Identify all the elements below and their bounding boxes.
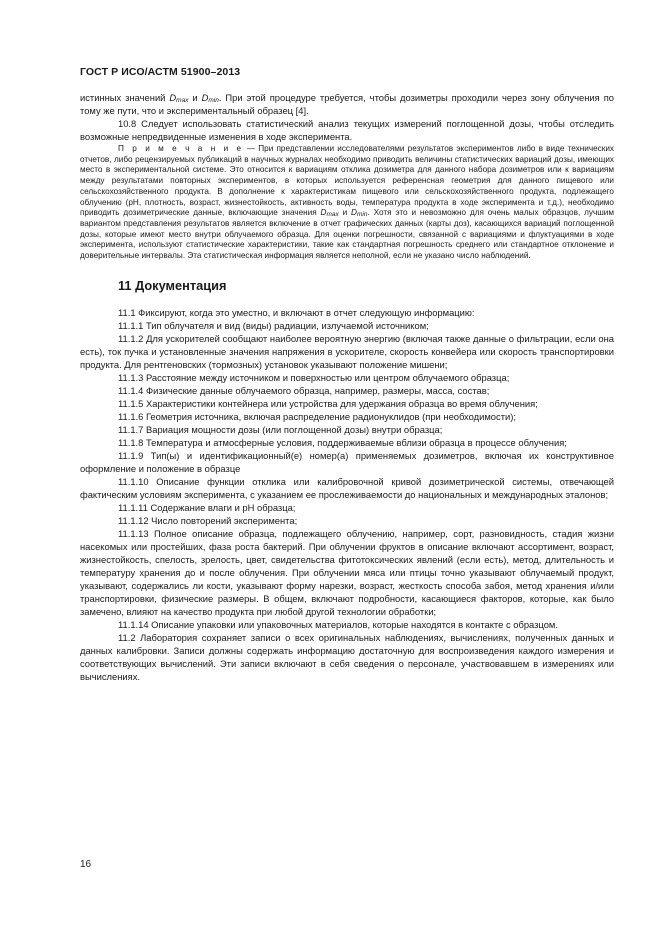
item-11-1-8: 11.1.8 Температура и атмосферные условия, поддерживаемые вблизи образца в процессе облучения; <box>118 436 567 448</box>
item-11-1-13: 11.1.13 Полное описание образца, подлежащего облучению, например, сорт, разновидность, стадия жизни насекомых или простейших, фаза роста бактерий. При облучении фруктов в описание включают ассортимент, возраст, жизнестойкость, спелость, зрелость, цвет, свидетельства фитотоксических явлений (если есть), метод, длительность и температуру хранения до и после облучения. При облучении мяса или птицы точно указывают облучаемый продукт, указывают, содержались ли кости, указывают форму нарезки, возраст, жесткость способа забоя, метод хранения и/или транспортировки, физические размеры. В общем, включают подробности, касающиеся факторов, которые, как было замечено, влияют на качество продукта при любой другой технологии обработки; <box>80 527 614 617</box>
item-11-1: 11.1 Фиксируют, когда это уместно, и включают в отчет следующую информацию: <box>118 306 475 318</box>
paragraph-10-8: 10.8 Следует использовать статистический анализ текущих измерений поглощенной дозы, чтобы отследить возможные непредвиденные изменения в ходе эксперимента. <box>80 118 614 142</box>
item-11-1-7: 11.1.7 Вариация мощности дозы (или поглощенной дозы) внутри образца; <box>118 423 443 435</box>
item-11-1-5: 11.1.5 Характеристики контейнера или устройства для удержания образца во время облучения; <box>118 397 538 409</box>
d-max-symbol: D <box>169 92 177 103</box>
item-11-1-11: 11.1.11 Содержание влаги и pH образца; <box>118 501 296 513</box>
d-min-symbol: D <box>201 92 209 103</box>
note-label: П р и м е ч а н и е <box>118 144 244 153</box>
section-title: 11 Документация <box>118 277 227 293</box>
page-content <box>80 91 614 683</box>
continued-paragraph: истинных значений $D_{max}$ и $D_{min}$. При этой процедуре требуется, чтобы дозиметры проходили через зону облучения по тому же пути, что и экспериментальный образец [4]. <box>80 92 614 116</box>
item-11-1-2: 11.1.2 Для ускорителей сообщают наиболее вероятную энергию (включая также данные о фильтрации, если она есть), ток пучка и установленные значения напряжения в ускорителе, скорость конвейера или скорость транспортировки продукта. Для рентгеновских (тормозных) установок указывают положение мишени; <box>80 332 614 370</box>
item-11-1-4: 11.1.4 Физические данные облучаемого образца, например, размеры, масса, состав; <box>118 384 490 396</box>
item-11-1-1: 11.1.1 Тип облучателя и вид (виды) радиации, излучаемой источником; <box>118 319 429 331</box>
document-header: ГОСТ Р ИСО/АСТМ 51900–2013 <box>80 66 241 78</box>
page-number: 16 <box>80 859 92 870</box>
item-11-1-9: 11.1.9 Тип(ы) и идентификационный(е) номер(а) применяемых дозиметров, включая их конструктивное оформление и положение в образце <box>80 449 614 474</box>
item-11-1-12: 11.1.12 Число повторений эксперимента; <box>118 514 298 526</box>
note-paragraph: П р и м е ч а н и е — При представлении исследователями результатов экспериментов либо в виде технических отчетов, либо рецензируемых публикаций в научных журналах необходимо приводить величины статистических вариаций дозы, имеющих место в экспериментальной системе. Это относится к вариациям отклика дозиметра для данного набора дозиметров или к вариациям между результатами повторных экспериментов, в которых используется референсная геометрия для данного пищевого или сельскохозяйственного продукта. В дополнение к характеристикам пищевого или сельскохозяйственного продукта, подлежащего облучению (pH, плотность, возраст, жизнестойкость, активность воды, температура продукта в ходе эксперимента и т.д.), необходимо приводить дозиметрические данные, включающие значения $D_{max}$ и $D_{min}$. Хотя это и невозможно для очень малых образцов, лучшим вариантом представления результатов является включение в отчет графических данных (карты доз), касающихся вариаций поглощенной дозы, которые имеют место внутри облучаемого образца. Для оценки погрешности, связанной с вариациями и флуктуациями в ходе эксперимента, используют статистические характеристики, такие как стандартная погрешность среднего или стандартное отклонение и доверительные интервалы. Эта статистическая информация является неполной, если не указано число наблюдений. <box>80 144 615 261</box>
item-11-1-6: 11.1.6 Геометрия источника, включая распределение радионуклидов (при необходимости); <box>118 410 516 422</box>
item-11-1-14: 11.1.14 Описание упаковки или упаковочных материалов, которые находятся в контакте с образцом. <box>118 618 558 630</box>
item-11-1-3: 11.1.3 Расстояние между источником и поверхностью или центром облучаемого образца; <box>118 371 510 383</box>
item-11-2: 11.2 Лаборатория сохраняет записи о всех оригинальных наблюдениях, вычислениях, полученных данных и данных калибровки. Записи должны содержать информацию достаточную для воспроизведения каждого измерения и соответствующих вычислений. Эти записи включают в себя сведения о персонале, участвовавшем в измерениях или вычислениях. <box>80 631 614 682</box>
item-11-1-10: 11.1.10 Описание функции отклика или калибровочной кривой дозиметрической системы, отвечающей фактическим условиям эксперимента, с указанием ее прослеживаемости до национальных и международных эталонов; <box>80 475 614 500</box>
